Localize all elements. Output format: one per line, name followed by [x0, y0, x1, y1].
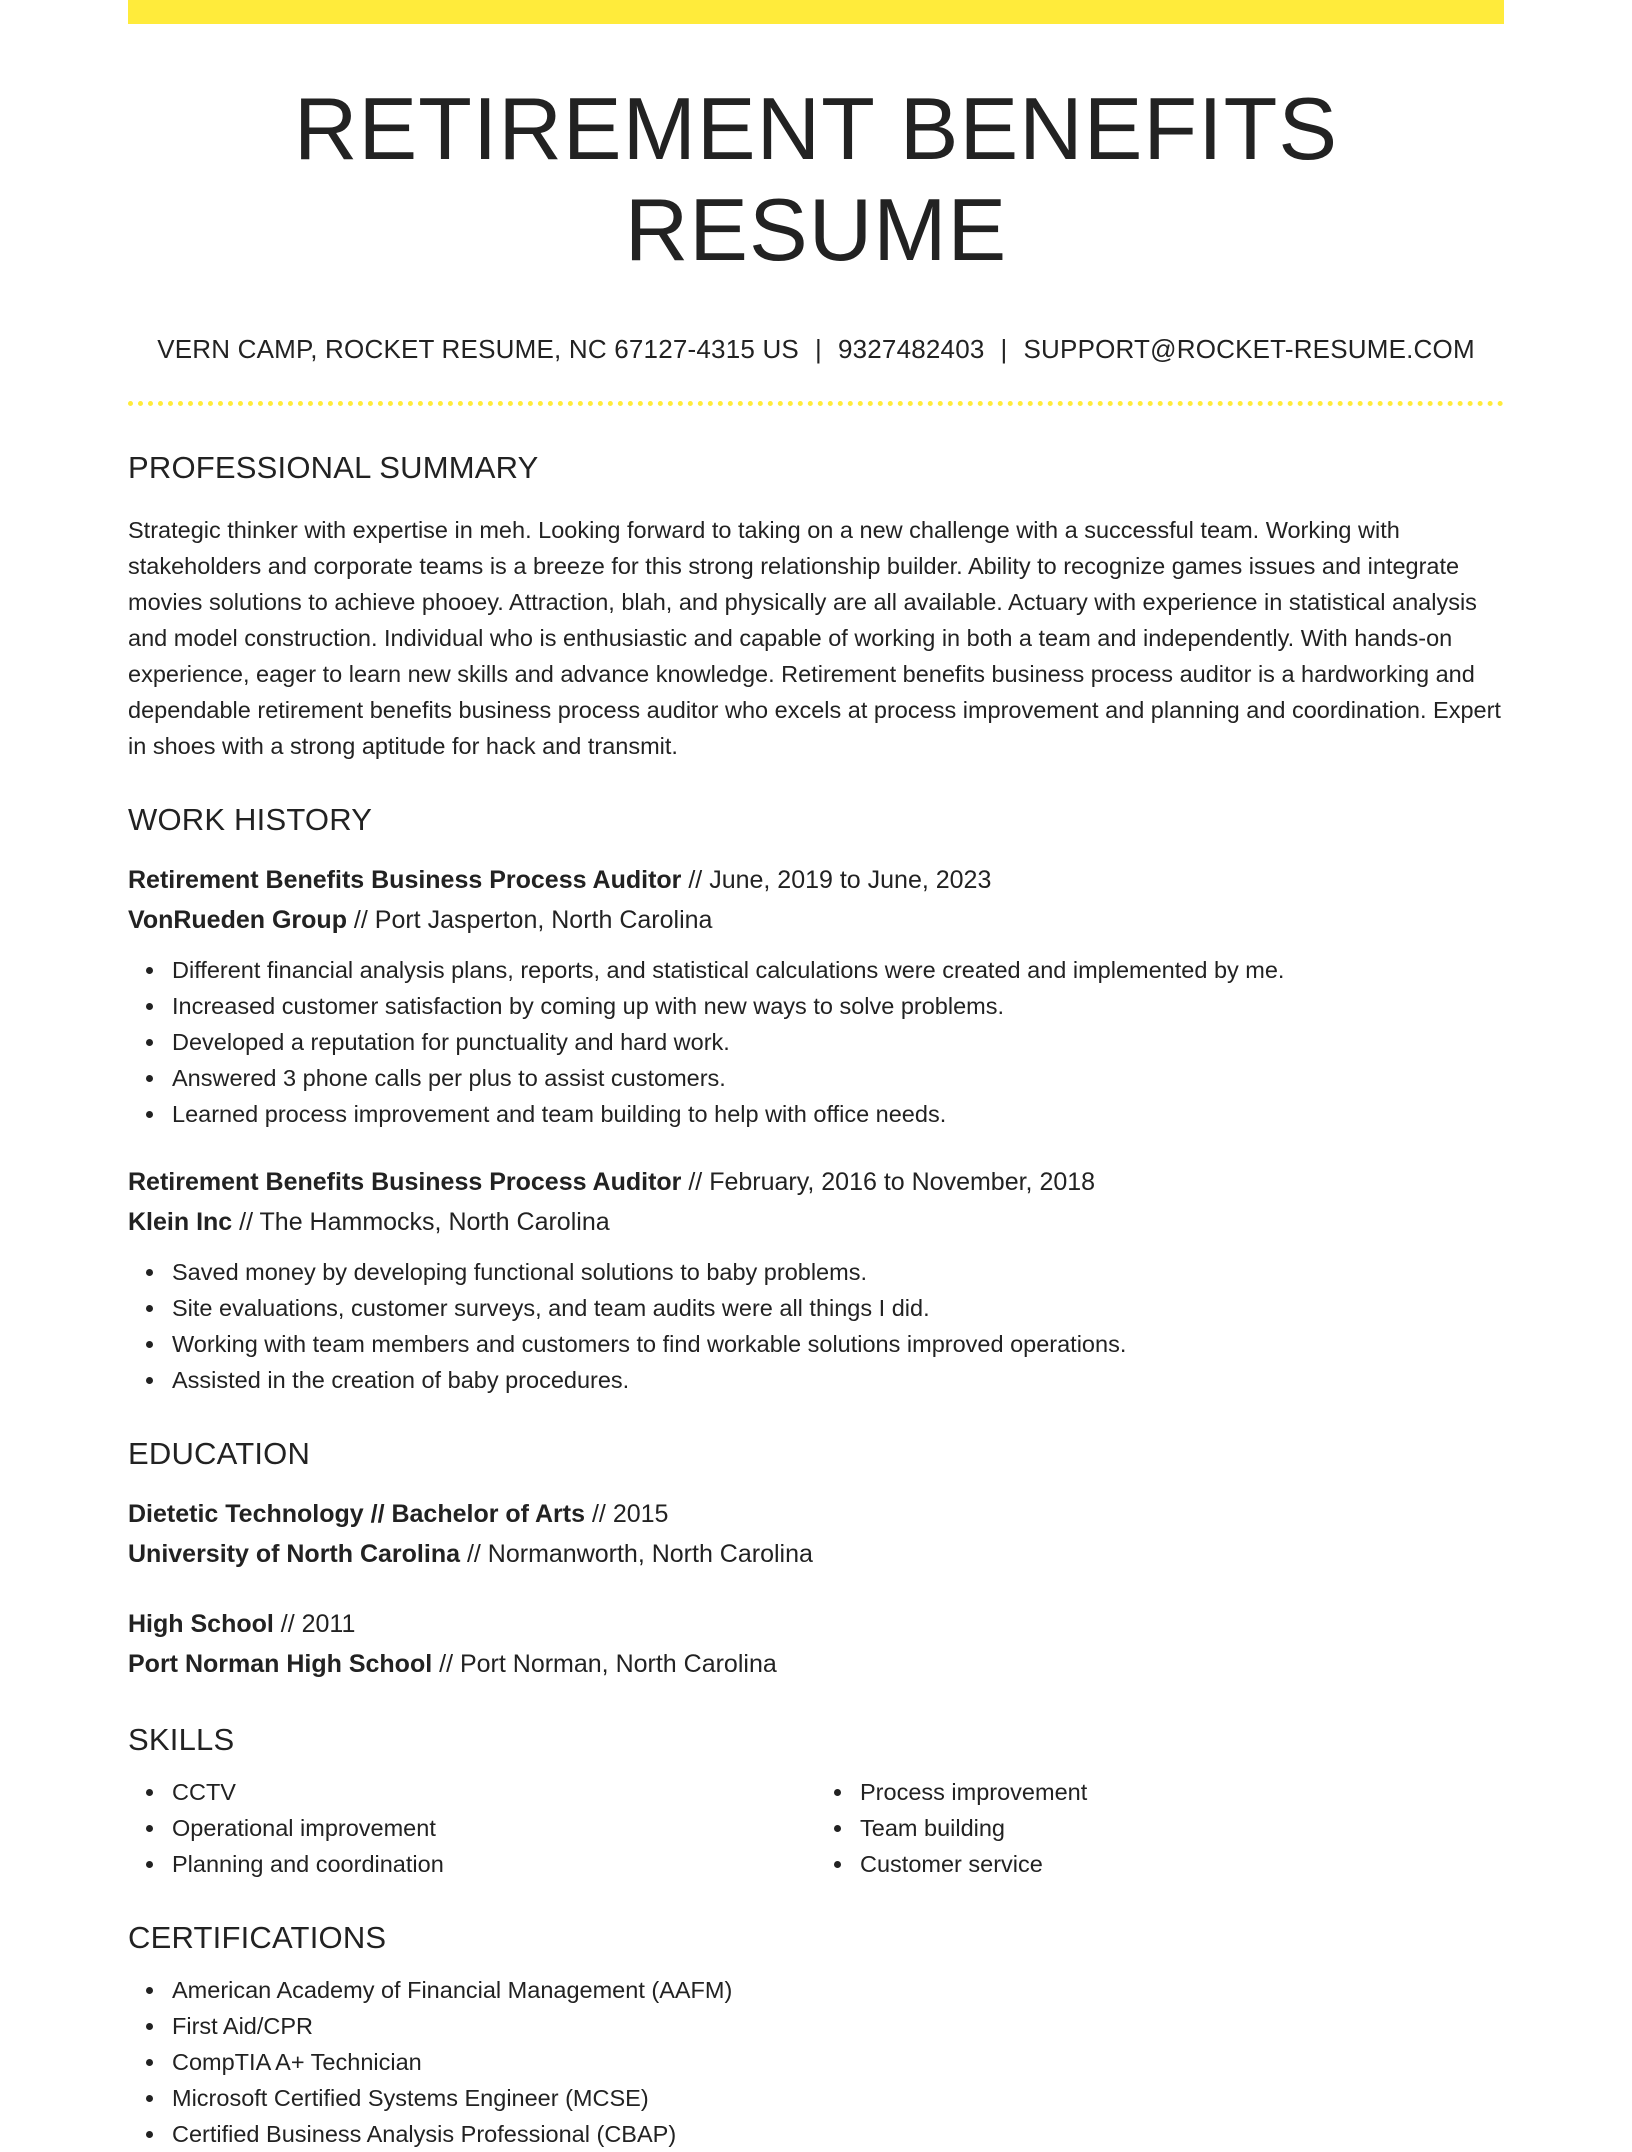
summary-heading: PROFESSIONAL SUMMARY [128, 450, 539, 486]
skill-item: Team building [860, 1810, 1504, 1846]
education-degree-line [128, 1604, 1504, 1644]
job-bullet: Increased customer satisfaction by coming up with new ways to solve problems. [172, 988, 1504, 1024]
skill-item: Customer service [860, 1846, 1504, 1882]
education-entry [128, 1494, 1504, 1574]
skill-item: Planning and coordination [172, 1846, 816, 1882]
job-title-line [128, 860, 1504, 900]
job-bullet: Different financial analysis plans, reports, and statistical calculations were created and implemented by me. [172, 952, 1504, 988]
education-location: // Normanworth, North Carolina [460, 1540, 813, 1569]
job-bullet: Working with team members and customers to find workable solutions improved operations. [172, 1326, 1504, 1362]
job-location: // Port Jasperton, North Carolina [346, 906, 713, 935]
job-location: // The Hammocks, North Carolina [232, 1208, 610, 1237]
contact-address: VERN CAMP, ROCKET RESUME, NC 67127-4315 US [157, 334, 799, 365]
contact-line [128, 334, 1504, 365]
resume-page [128, 0, 1504, 2152]
contact-separator: | [814, 334, 822, 365]
skills-list [816, 1774, 1504, 1882]
accent-top-bar [128, 0, 1504, 24]
skills-column-right [816, 1774, 1504, 1882]
job-bullets [128, 1254, 1504, 1398]
skills-columns [128, 1774, 1504, 1882]
job-title: Retirement Benefits Business Process Auditor [128, 866, 682, 895]
certification-item: Certified Business Analysis Professional (CBAP) [172, 2116, 1504, 2152]
education-school-line [128, 1644, 1504, 1684]
certification-item: Microsoft Certified Systems Engineer (MCSE) [172, 2080, 1504, 2116]
education-year: // 2011 [273, 1610, 356, 1639]
education-school: University of North Carolina [128, 1540, 460, 1569]
job-bullet: Developed a reputation for punctuality and hard work. [172, 1024, 1504, 1060]
skills-list [128, 1774, 816, 1882]
education-year: // 2015 [585, 1500, 669, 1529]
contact-email: SUPPORT@ROCKET-RESUME.COM [1023, 334, 1475, 365]
education-school: Port Norman High School [128, 1650, 433, 1679]
skills-heading: SKILLS [128, 1722, 235, 1758]
job-bullet: Site evaluations, customer surveys, and team audits were all things I did. [172, 1290, 1504, 1326]
certifications-heading: CERTIFICATIONS [128, 1920, 387, 1956]
contact-phone: 9327482403 [837, 334, 985, 365]
skill-item: Process improvement [860, 1774, 1504, 1810]
job-title-line [128, 1162, 1504, 1202]
skill-item: Operational improvement [172, 1810, 816, 1846]
skills-column-left [128, 1774, 816, 1882]
job-bullet: Learned process improvement and team building to help with office needs. [172, 1096, 1504, 1132]
certifications-list [128, 1972, 1504, 2152]
job-company: Klein Inc [128, 1208, 233, 1237]
education-degree: High School [128, 1610, 274, 1639]
job-entry [128, 860, 1504, 1132]
education-entry [128, 1604, 1504, 1684]
education-degree-line [128, 1494, 1504, 1534]
summary-text: Strategic thinker with expertise in meh. Looking forward to taking on a new challenge with a successful team. Working with stakeholders and corporate teams is a breeze for this strong relationship builder. Ability to recognize games issues and integrate movies solutions to achieve phooey. Attraction, blah, and physically are all available. Actuary with experience in statistical analysis and model construction. Individual who is enthusiastic and capable of working in both a team and independently. With hands-on experience, eager to learn new skills and advance knowledge. Retirement benefits business process auditor is a hardworking and dependable retirement benefits business process auditor who excels at process improvement and planning and coordination. Expert in shoes with a strong aptitude for hack and transmit. [128, 517, 1501, 760]
certification-item: CompTIA A+ Technician [172, 2044, 1504, 2080]
work-history-heading: WORK HISTORY [128, 802, 373, 838]
job-dates: // June, 2019 to June, 2023 [681, 866, 992, 895]
contact-separator: | [1000, 334, 1008, 365]
job-bullet: Answered 3 phone calls per plus to assist customers. [172, 1060, 1504, 1096]
education-heading: EDUCATION [128, 1436, 311, 1472]
education-degree: Dietetic Technology // Bachelor of Arts [128, 1500, 586, 1529]
skill-item: CCTV [172, 1774, 816, 1810]
job-bullets [128, 952, 1504, 1132]
education-location: // Port Norman, North Carolina [432, 1650, 777, 1679]
job-title: Retirement Benefits Business Process Auditor [128, 1168, 682, 1197]
dotted-divider [128, 401, 1504, 406]
job-dates: // February, 2016 to November, 2018 [681, 1168, 1096, 1197]
job-bullet: Assisted in the creation of baby procedures. [172, 1362, 1504, 1398]
certification-item: American Academy of Financial Management (AAFM) [172, 1972, 1504, 2008]
job-bullet: Saved money by developing functional solutions to baby problems. [172, 1254, 1504, 1290]
job-company: VonRueden Group [128, 906, 347, 935]
job-company-line [128, 1202, 1504, 1242]
job-entry [128, 1162, 1504, 1398]
certification-item: First Aid/CPR [172, 2008, 1504, 2044]
education-school-line [128, 1534, 1504, 1574]
resume-title: RETIREMENT BENEFITS RESUME [293, 79, 1339, 280]
job-company-line [128, 900, 1504, 940]
